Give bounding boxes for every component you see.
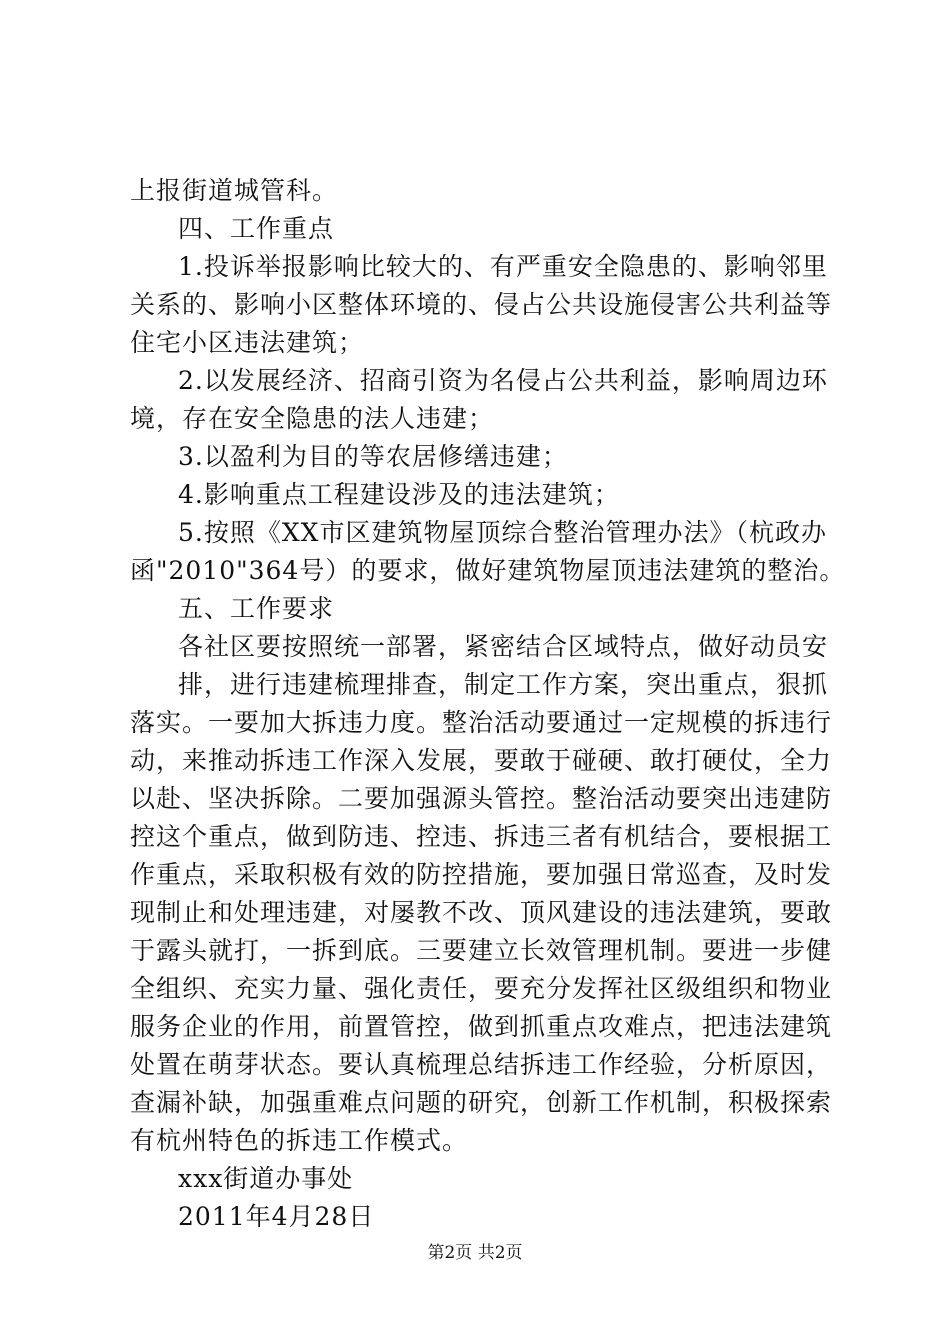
text-line: 作重点，采取积极有效的防控措施，要加强日常巡查，及时发 — [130, 860, 833, 889]
text-line: 1.投诉举报影响比较大的、有严重安全隐患的、影响邻里 — [178, 252, 828, 281]
text-line: 2.以发展经济、招商引资为名侵占公共利益，影响周边环 — [178, 366, 828, 395]
text-line: 服务企业的作用，前置管控，做到抓重点攻难点，把违法建筑 — [130, 1012, 833, 1041]
text-line: 3.以盈利为目的等农居修缮违建； — [178, 442, 568, 471]
text-line: 4.影响重点工程建设涉及的违法建筑； — [178, 480, 620, 509]
text-line: 全组织、充实力量、强化责任，要充分发挥社区级组织和物业 — [130, 974, 833, 1003]
text-line: 5.按照《XX市区建筑物屋顶综合整治管理办法》（杭政办 — [178, 518, 827, 547]
text-line: 上报街道城管科。 — [130, 176, 339, 205]
text-line: 现制止和处理违建，对屡教不改、顶风建设的违法建筑，要敢 — [130, 898, 833, 927]
text-line: 动，来推动拆违工作深入发展，要敢于碰硬、敢打硬仗，全力 — [130, 746, 833, 775]
text-line: 于露头就打，一拆到底。三要建立长效管理机制。要进一步健 — [130, 936, 833, 965]
text-line: 排，进行违建梳理排查，制定工作方案，突出重点，狠抓 — [178, 670, 829, 699]
page-footer: 第2页 共2页 — [427, 1243, 523, 1263]
text-line: 以赴、坚决拆除。二要加强源头管控。整治活动要突出违建防 — [130, 784, 833, 813]
text-line: 查漏补缺，加强重难点问题的研究，创新工作机制，积极探索 — [130, 1088, 833, 1117]
text-line: 境，存在安全隐患的法人违建； — [130, 404, 495, 433]
signature-date: 2011年4月28日 — [178, 1202, 375, 1231]
text-line: 有杭州特色的拆违工作模式。 — [130, 1126, 469, 1155]
section-heading: 四、工作重点 — [178, 214, 335, 243]
text-line: 控这个重点，做到防违、控违、拆违三者有机结合，要根据工 — [130, 822, 833, 851]
text-line: 处置在萌芽状态。要认真梳理总结拆违工作经验，分析原因， — [130, 1050, 833, 1079]
text-line: 各社区要按照统一部署，紧密结合区域特点，做好动员安 — [178, 632, 829, 661]
text-line: 住宅小区违法建筑； — [130, 328, 365, 357]
text-line: 关系的、影响小区整体环境的、侵占公共设施侵害公共利益等 — [130, 290, 833, 319]
section-heading: 五、工作要求 — [178, 594, 335, 623]
text-line: 函"2010"364号）的要求，做好建筑物屋顶违法建筑的整治。 — [130, 556, 846, 585]
signature-org: xxx街道办事处 — [178, 1164, 354, 1193]
text-line: 落实。一要加大拆违力度。整治活动要通过一定规模的拆违行 — [130, 708, 833, 737]
